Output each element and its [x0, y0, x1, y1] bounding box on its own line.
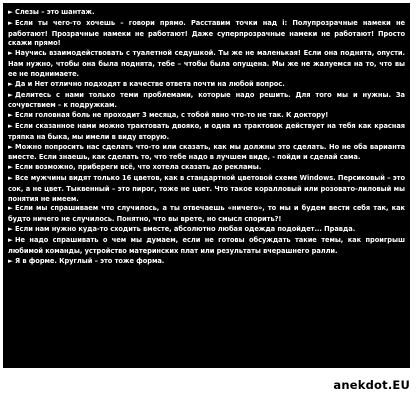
- list-item: [8, 256, 405, 267]
- arrow-bullet-icon: ►: [8, 8, 13, 16]
- list-item: [8, 162, 405, 173]
- arrow-bullet-icon: ►: [8, 256, 13, 265]
- arrow-bullet-icon: ►: [8, 90, 13, 99]
- arrow-bullet-icon: ►: [8, 163, 13, 172]
- site-watermark: anekdot.EU: [333, 378, 410, 392]
- item-text: Делитесь с нами только теми проблемами, которые надо решить. Для того мы и нужны. За сочувствием – к подружкам.: [8, 89, 405, 110]
- item-text: Если возможно, прибереги всё, что хотела сказать до рекламы.: [15, 162, 262, 172]
- arrow-bullet-icon: ►: [8, 111, 13, 120]
- item-text: Если сказанное нами можно трактовать двояко, и одна из трактовок действует на тебя как красная тряпка на быка, мы имели в виду вторую.: [8, 120, 405, 141]
- item-text: Я в форме. Круглый – это тоже форма.: [15, 255, 165, 265]
- arrow-bullet-icon: ►: [8, 79, 13, 88]
- arrow-bullet-icon: ►: [8, 174, 13, 182]
- list-item: [8, 173, 405, 203]
- item-text: Можно попросить нас сделать что-то или сказать, как мы должны это сделать. Но не оба варианта вместе. Если знаешь, как сделать то, что тебе надо в лучшем виде, - пойди и сделай сама.: [8, 141, 405, 162]
- item-text: Если ты чего-то хочешь – говори прямо. Расставим точки над i: Полупрозрачные намеки не работают! Прозрачные намеки не работают! Даже суперпрозрачные намеки не работают! Просто скажи прямо!: [8, 17, 405, 48]
- arrow-bullet-icon: ►: [8, 18, 13, 27]
- joke-panel: [3, 3, 410, 368]
- arrow-bullet-icon: ►: [8, 121, 13, 130]
- arrow-bullet-icon: ►: [8, 142, 13, 151]
- item-text: Если головная боль не проходит 3 месяца, с тобой явно что-то не так. К доктору!: [15, 110, 329, 120]
- list-item: [8, 48, 405, 78]
- item-text: Если мы спрашиваем что случилось, а ты отвечаешь «ничего», то мы и будем вести себя так, как будто ничего не случилось. Понятно, что вы врете, но смысл спорить?!: [8, 203, 405, 224]
- item-text: Все мужчины видят только 16 цветов, как в стандартной цветовой схеме Windows. Персиковый – это сок, а не цвет. Тыквенный – это пирог, тоже не цвет. Что такое коралловый или розовато-лиловый мы понятия не имеем.: [8, 173, 405, 203]
- list-item: [8, 79, 405, 90]
- list-item: [8, 235, 405, 256]
- item-text: Слезы – это шантаж.: [15, 7, 95, 16]
- list-item: [8, 121, 405, 142]
- list-item: [8, 18, 405, 48]
- item-text: Да и Нет отлично подходят в качестве ответа почти на любой вопрос.: [15, 78, 285, 88]
- item-text: Научись взаимодействовать с туалетной седушкой. Ты же не маленькая! Если она поднята, опусти. Нам нужно, чтобы она была поднята, тебе – чтобы была опущена. Мы же не жалуемся на то, что вы ее не поднимаете.: [8, 48, 405, 78]
- item-text: Не надо спрашивать о чем мы думаем, если не готовы обсуждать такие темы, как проигрыш любимой команды, устройство материнских плат или результаты вчерашнего ралли.: [8, 234, 405, 255]
- arrow-bullet-icon: ►: [8, 49, 13, 58]
- arrow-bullet-icon: ►: [8, 225, 13, 234]
- list-item: [8, 7, 405, 18]
- arrow-bullet-icon: ►: [8, 235, 13, 244]
- list-item: [8, 110, 405, 121]
- item-text: Если нам нужно куда-то сходить вместе, абсолютно любая одежда подойдет... Правда.: [15, 224, 356, 234]
- joke-text: [8, 7, 405, 266]
- list-item: [8, 203, 405, 224]
- list-item: [8, 224, 405, 235]
- arrow-bullet-icon: ►: [8, 204, 13, 213]
- list-item: [8, 90, 405, 111]
- list-item: [8, 142, 405, 163]
